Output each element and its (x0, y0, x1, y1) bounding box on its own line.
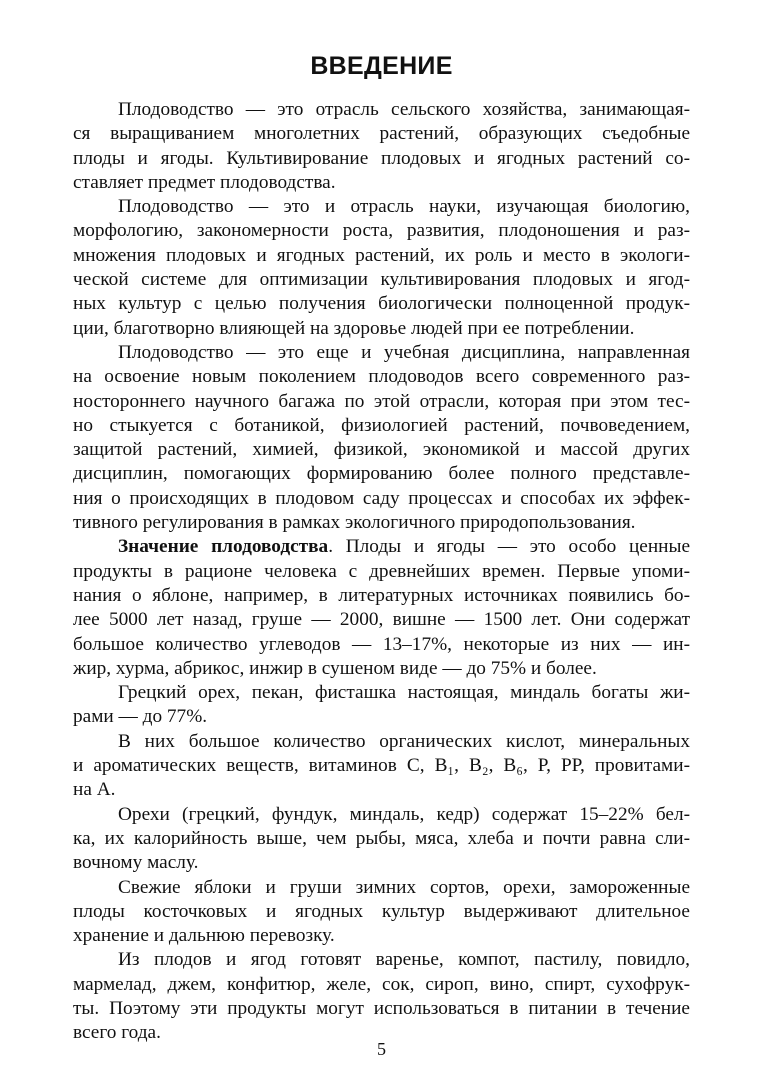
paragraph-nuts-protein (73, 803, 690, 876)
paragraph-nuts-fats (73, 681, 690, 730)
text-line: ка, их калорийность выше, чем рыбы, мяса, хлеба и почти равна сли- (73, 827, 690, 849)
text-line: ностороннего научного багажа по этой отрасли, которая при этом тес- (73, 390, 690, 412)
text-run: . Плоды и ягоды — это особо ценные (328, 536, 690, 558)
page-title: ВВЕДЕНИЕ (310, 52, 453, 80)
paragraph-definition-agriculture (73, 98, 690, 195)
paragraph-vitamins (73, 730, 690, 803)
page-number: 5 (377, 1039, 386, 1059)
text-line: мармелад, джем, конфитюр, желе, сок, сироп, вино, спирт, сухофрук- (73, 973, 690, 995)
text-line: ческой системе для оптимизации культивирования плодовых и ягод- (73, 269, 690, 291)
text-line: дисциплин, помогающих формированию более полного представле- (73, 463, 690, 485)
text-line: и ароматических веществ, витаминов С, В₁, В₂, В₆, Р, РР, провитами- (73, 755, 690, 777)
text-line: защитой растений, химией, физикой, экономикой и массой других (73, 439, 690, 461)
text-line: ставляет предмет плодоводства. (73, 171, 336, 193)
text-line: ся выращиванием многолетних растений, образующих съедобные (73, 123, 690, 145)
text-line: Грецкий орех, пекан, фисташка настоящая, миндаль богаты жи- (118, 682, 690, 704)
paragraph-storage (73, 876, 690, 949)
text-line: тивного регулирования в рамках экологичного природопользования. (73, 512, 636, 534)
paragraph-products (73, 948, 690, 1045)
text-line: ных культур с целью получения биологически полноценной продук- (73, 293, 690, 315)
text-line: рами — до 77%. (73, 706, 208, 728)
text-line: но стыкуется с ботаникой, физиологией растений, почвоведением, (73, 414, 690, 436)
text-line: плоды косточковых и ягодных культур выдерживают длительное (73, 900, 690, 922)
text-line: лее 5000 лет назад, груше — 2000, вишне — 1500 лет. Они содержат (73, 609, 690, 631)
text-line: на освоение новым поколением плодоводов всего современного раз- (73, 366, 690, 388)
text-line: большое количество углеводов — 13–17%, некоторые из них — ин- (73, 633, 690, 655)
text-line: Свежие яблоки и груши зимних сортов, орехи, замороженные (118, 876, 690, 898)
text-line: Орехи (грецкий, фундук, миндаль, кедр) содержат 15–22% бел- (118, 803, 690, 825)
text-line: на А. (73, 779, 116, 801)
text-line: хранение и дальнюю перевозку. (73, 925, 335, 947)
section-lead-heading: Значение плодоводства (118, 536, 329, 558)
text-line: Плодоводство — это и отрасль науки, изучающая биологию, (118, 196, 690, 218)
text-line: множения плодовых и ягодных растений, их роль и место в экологи- (73, 244, 690, 266)
text-line: нания о яблоне, например, в литературных источниках появились бо- (73, 584, 690, 606)
paragraph-importance (73, 535, 690, 681)
text-line: Плодоводство — это отрасль сельского хозяйства, занимающая- (118, 99, 690, 120)
text-line: ния о происходящих в плодовом саду процессах и способах их эффек- (73, 487, 690, 509)
text-line: В них большое количество органических кислот, минеральных (118, 730, 690, 752)
paragraph-definition-discipline (73, 341, 690, 535)
text-line: жир, хурма, абрикос, инжир в сушеном виде — до 75% и более. (73, 657, 597, 679)
document-body (73, 98, 690, 1046)
paragraph-definition-science (73, 195, 690, 341)
text-line: плоды и ягоды. Культивирование плодовых и ягодных растений со- (73, 147, 690, 169)
text-line: продукты в рационе человека с древнейших времен. Первые упоми- (73, 560, 690, 582)
text-line: Из плодов и ягод готовят варенье, компот, пастилу, повидло, (118, 949, 690, 971)
text-line: Плодоводство — это еще и учебная дисциплина, направленная (118, 341, 690, 363)
text-line: вочному маслу. (73, 852, 199, 874)
text-line: всего года. (73, 1022, 161, 1044)
text-line: ции, благотворно влияющей на здоровье людей при ее потреблении. (73, 317, 635, 339)
text-line: морфологию, закономерности роста, развития, плодоношения и раз- (73, 220, 690, 242)
text-line: ты. Поэтому эти продукты могут использоваться в питании в течение (73, 997, 690, 1019)
text-line (73, 535, 690, 559)
